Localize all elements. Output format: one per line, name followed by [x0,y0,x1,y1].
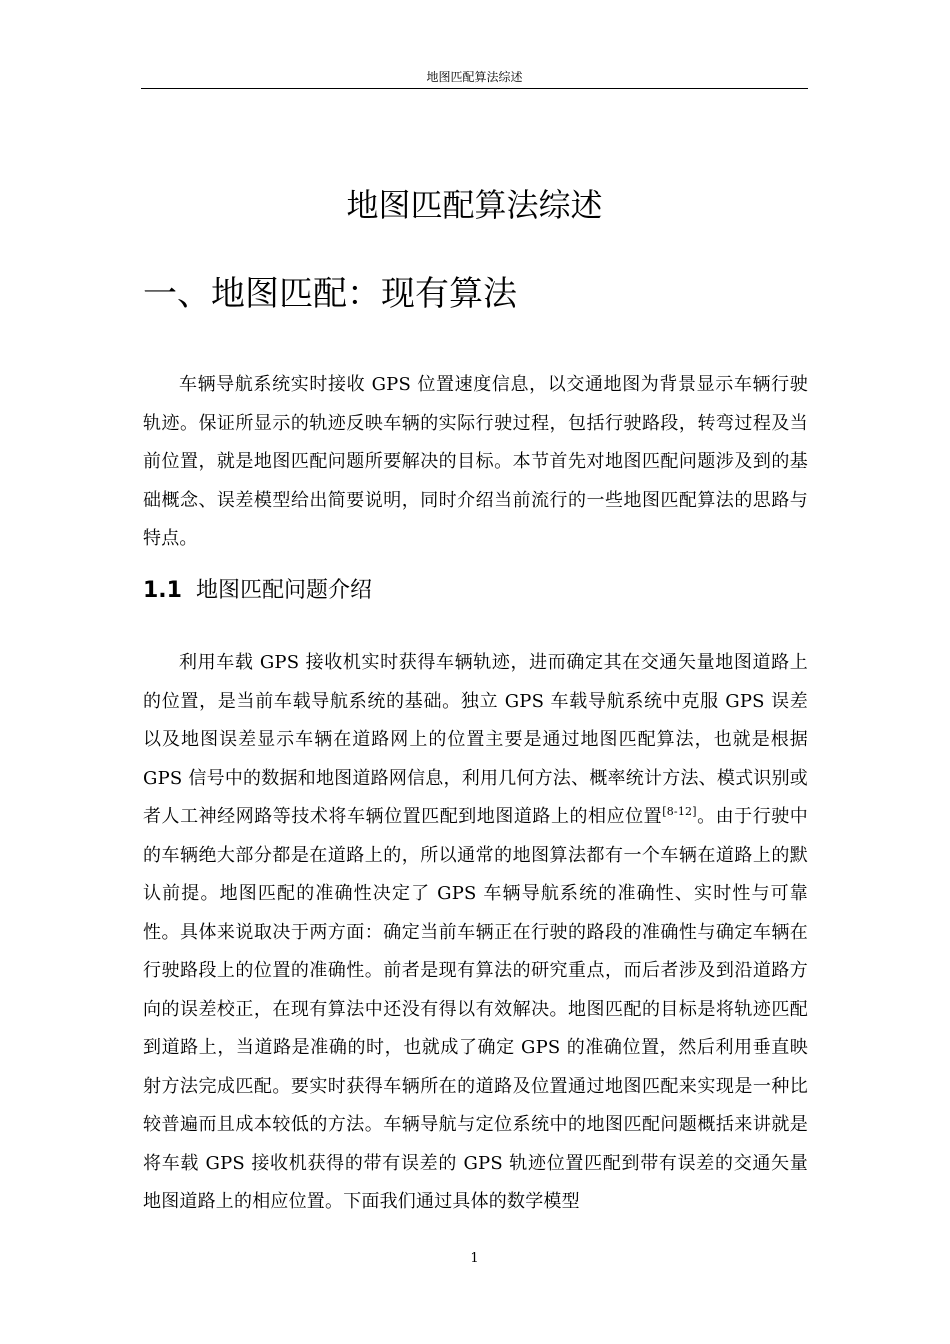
running-header-title: 地图匹配算法综述 [426,70,523,84]
paragraph-map-matching [143,644,808,1222]
document-title: 地图匹配算法综述 [346,186,603,224]
citation-reference: [8-12] [662,805,697,818]
section-heading [143,574,372,608]
section-title: 地图匹配问题介绍 [195,578,372,603]
chapter-heading: 一、地图匹配：现有算法 [143,274,517,314]
paragraph-intro: 车辆导航系统实时接收 GPS 位置速度信息，以交通地图为背景显示车辆行驶轨迹。保证所显示的轨迹反映车辆的实际行驶过程，包括行驶路段，转弯过程及当前位置，就是地图匹配问题所要解决的目标。本节首先对地图匹配问题涉及到的基础概念、误差模型给出简要说明，同时介绍当前流行的一些地图匹配算法的思路与特点。 [143,374,808,549]
paragraph-text-part-1: 利用车载 GPS 接收机实时获得车辆轨迹，进而确定其在交通矢量地图道路上的位置，是当前车载导航系统的基础。独立 GPS 车载导航系统中克服 GPS 误差以及地图误差显示车辆在道路网上的位置主要是通过地图匹配算法，也就是根据 GPS 信号中的数据和地图道路网信息，利用几何方法、概率统计方法、模式识别或者人工神经网路等技术将车辆位置匹配到地图道路上的相应位置 [143,652,808,827]
section-number: 1.1 [143,578,182,603]
page-number: 1 [470,1251,479,1266]
paragraph-text-part-2: 。由于行驶中的车辆绝大部分都是在道路上的，所以通常的地图算法都有一个车辆在道路上的默认前提。地图匹配的准确性决定了 GPS 车辆导航系统的准确性、实时性与可靠性。具体来说取决于两方面：确定当前车辆正在行驶的路段的准确性与确定车辆在行驶路段上的位置的准确性。前者是现有算法的研究重点，而后者涉及到沿道路方向的误差校正，在现有算法中还没有得以有效解决。地图匹配的目标是将轨迹匹配到道路上，当道路是准确的时，也就成了确定 GPS 的准确位置，然后利用垂直映射方法完成匹配。要实时获得车辆所在的道路及位置通过地图匹配来实现是一种比较普遍而且成本较低的方法。车辆导航与定位系统中的地图匹配问题概括来讲就是将车载 GPS 接收机获得的带有误差的 GPS 轨迹位置匹配到带有误差的交通矢量地图道路上的相应位置。下面我们通过具体的数学模型 [143,806,808,1212]
header-rule [141,88,808,89]
